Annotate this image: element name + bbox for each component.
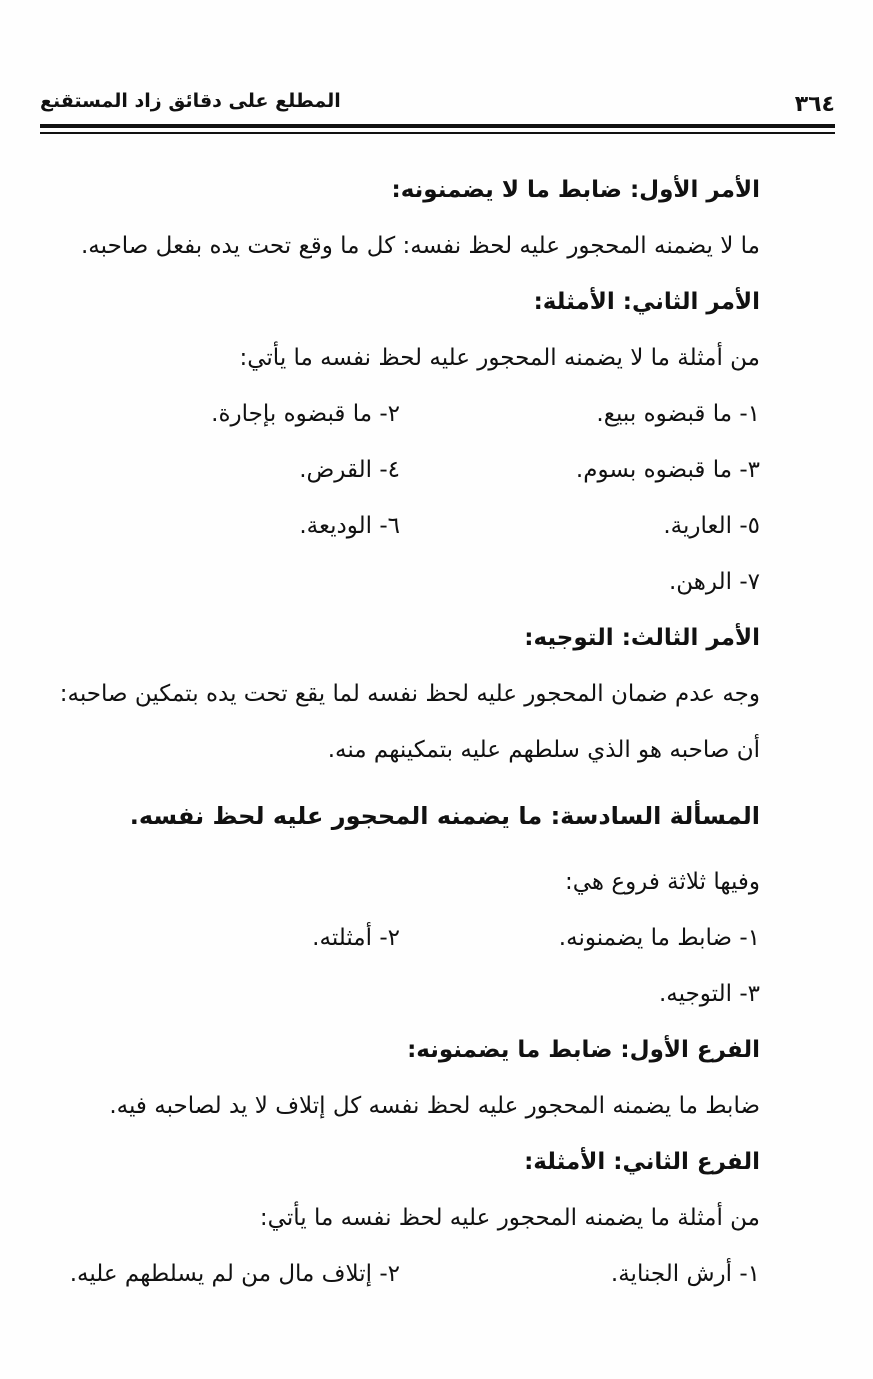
heading-first-matter: الأمر الأول: ضابط ما لا يضمنونه: <box>391 177 760 203</box>
list-row <box>70 972 760 1028</box>
list-item: ٣- ما قبضوه بسوم. <box>575 457 760 483</box>
header-rule-thick <box>40 124 835 128</box>
list-item: ٣- التوجيه. <box>659 981 760 1007</box>
header-rule-thin <box>40 132 835 134</box>
list-item: ٢- ما قبضوه بإجارة. <box>211 401 400 427</box>
list-row <box>70 504 760 560</box>
list-item: ١- ما قبضوه ببيع. <box>596 401 760 427</box>
heading-second-matter: الأمر الثاني: الأمثلة: <box>533 289 760 315</box>
paragraph: من أمثلة ما يضمنه المحجور عليه لحظ نفسه ما يأتي: <box>259 1205 760 1231</box>
heading-first-branch: الفرع الأول: ضابط ما يضمنونه: <box>407 1037 760 1063</box>
page-header <box>40 86 835 126</box>
list-item: ٧- الرهن. <box>668 569 760 595</box>
list-row <box>70 560 760 616</box>
paragraph: ضابط ما يضمنه المحجور عليه لحظ نفسه كل إتلاف لا يد لصاحبه فيه. <box>109 1093 760 1119</box>
list-item: ٥- العارية. <box>663 513 760 539</box>
paragraph: أن صاحبه هو الذي سلطهم عليه بتمكينهم منه. <box>327 737 760 763</box>
list-item: ٤- القرض. <box>299 457 400 483</box>
page-number: ٣٦٤ <box>794 92 835 117</box>
list-item: ١- أرش الجناية. <box>610 1261 760 1287</box>
heading-second-branch: الفرع الثاني: الأمثلة: <box>524 1149 760 1175</box>
list-row <box>70 1252 760 1308</box>
page-content <box>59 168 760 1308</box>
list-item: ٦- الوديعة. <box>299 513 400 539</box>
list-item: ٢- إتلاف مال من لم يسلطهم عليه. <box>69 1261 400 1287</box>
heading-third-matter: الأمر الثالث: التوجيه: <box>524 625 760 651</box>
list-item: ١- ضابط ما يضمنونه. <box>558 925 760 951</box>
list-row <box>70 916 760 972</box>
paragraph: وفيها ثلاثة فروع هي: <box>564 869 760 895</box>
book-title: المطلع على دقائق زاد المستقنع <box>40 90 341 112</box>
list-item: ٢- أمثلته. <box>312 925 400 951</box>
section-title: المسألة السادسة: ما يضمنه المحجور عليه لحظ نفسه. <box>129 802 760 830</box>
list-row <box>70 392 760 448</box>
list-row <box>70 448 760 504</box>
paragraph: ما لا يضمنه المحجور عليه لحظ نفسه: كل ما وقع تحت يده بفعل صاحبه. <box>81 233 760 259</box>
paragraph: من أمثلة ما لا يضمنه المحجور عليه لحظ نفسه ما يأتي: <box>239 345 760 371</box>
paragraph: وجه عدم ضمان المحجور عليه لحظ نفسه لما يقع تحت يده بتمكين صاحبه: <box>59 681 760 707</box>
